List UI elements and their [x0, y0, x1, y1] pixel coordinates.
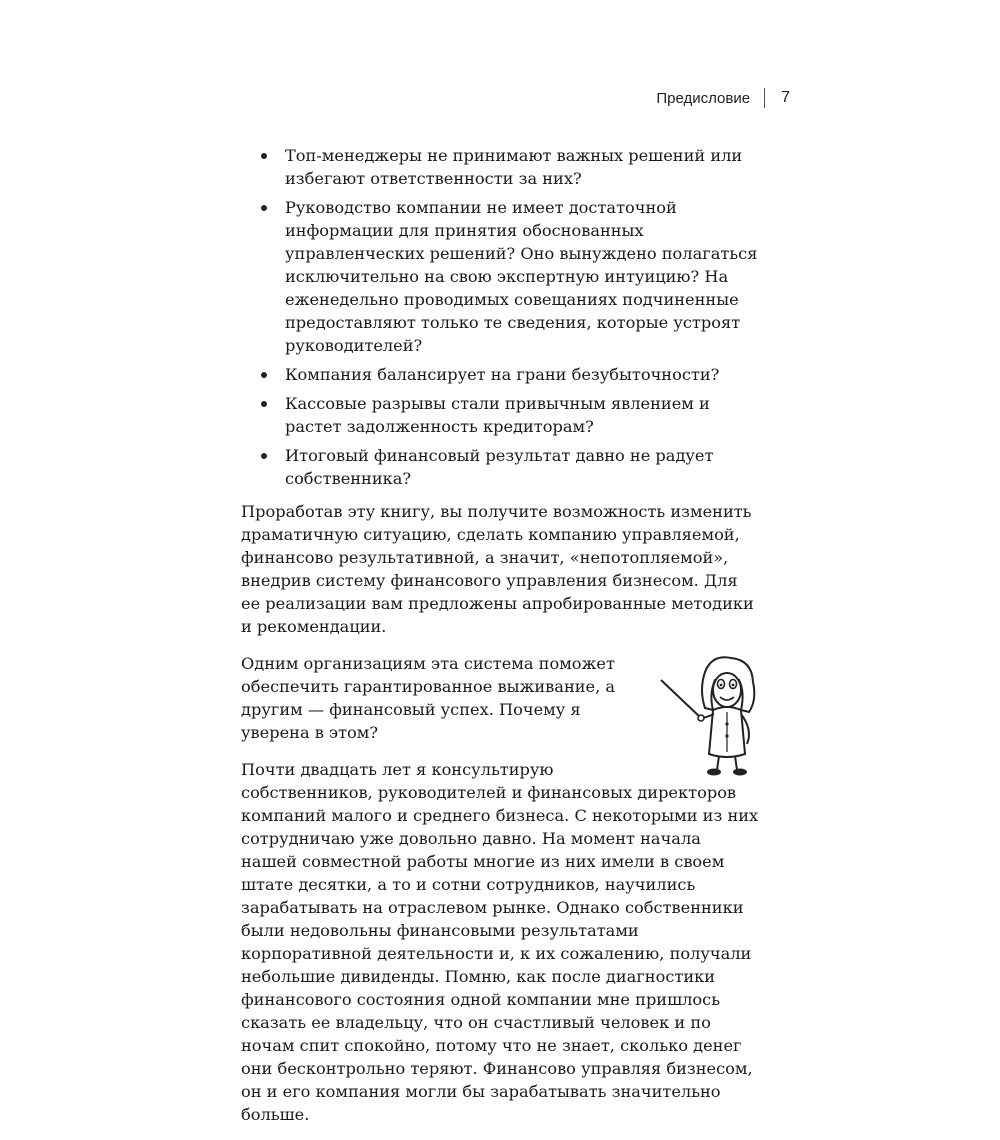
page-body — [241, 144, 761, 1140]
bullet-icon — [261, 401, 267, 407]
bullet-icon — [261, 205, 267, 211]
list-item: Компания балансирует на грани безубыточности? — [285, 363, 761, 386]
bullet-icon — [261, 153, 267, 159]
list-item: Руководство компании не имеет достаточной информации для принятия обоснованных управленческих решений? Оно вынуждено полагаться исключительно на свою экспертную интуицию? На еженедельно проводимых совещаниях подчиненные предоставляют только те сведения, которые устроят руководителей? — [285, 196, 761, 357]
section-title: Предисловие — [656, 89, 751, 107]
paragraph: Проработав эту книгу, вы получите возможность изменить драматичную ситуацию, сделать компанию управляемой, финансово результативной, а значит, «непотопляемой», внедрив систему финансового управления бизнесом. Для ее реализации вам предложены апробированные методики и рекомендации. — [241, 502, 754, 636]
bullet-icon — [261, 453, 267, 459]
paragraph: Почти двадцать лет я консультирую собственников, руководителей и финансовых директоров компаний малого и среднего бизнеса. С некоторыми из них сотрудничаю уже довольно давно. На момент начала нашей совместной работы многие из них имели в своем штате десятки, а то и сотни сотрудников, научились зарабатывать на отраслевом рынке. Однако собственники были недовольны финансовыми результатами корпоративной деятельности и, к их сожалению, получали небольшие дивиденды. Помню, как после диагностики финансового состояния одной компании мне пришлось сказать ее владельцу, что он счастливый человек и по ночам спит спокойно, потому что не знает, сколько денег они бесконтрольно теряют. Финансово управляя бизнесом, он и его компания могли бы зарабатывать значительно больше. — [241, 760, 759, 1124]
list-item: Кассовые разрывы стали привычным явлением и растет задолженность кредиторам? — [285, 392, 761, 438]
paragraph: Одним организациям эта система поможет обеспечить гарантированное выживание, а другим — финансовый успех. Почему я уверена в этом? — [241, 654, 616, 742]
teacher-illustration-icon — [657, 652, 767, 780]
running-header — [656, 88, 790, 108]
header-divider — [764, 88, 765, 108]
question-list — [241, 144, 761, 490]
list-item: Итоговый финансовый результат давно не радует собственника? — [285, 444, 761, 490]
bullet-icon — [261, 372, 267, 378]
page-number: 7 — [781, 89, 790, 106]
list-item: Топ-менеджеры не принимают важных решений или избегают ответственности за них? — [285, 144, 761, 190]
